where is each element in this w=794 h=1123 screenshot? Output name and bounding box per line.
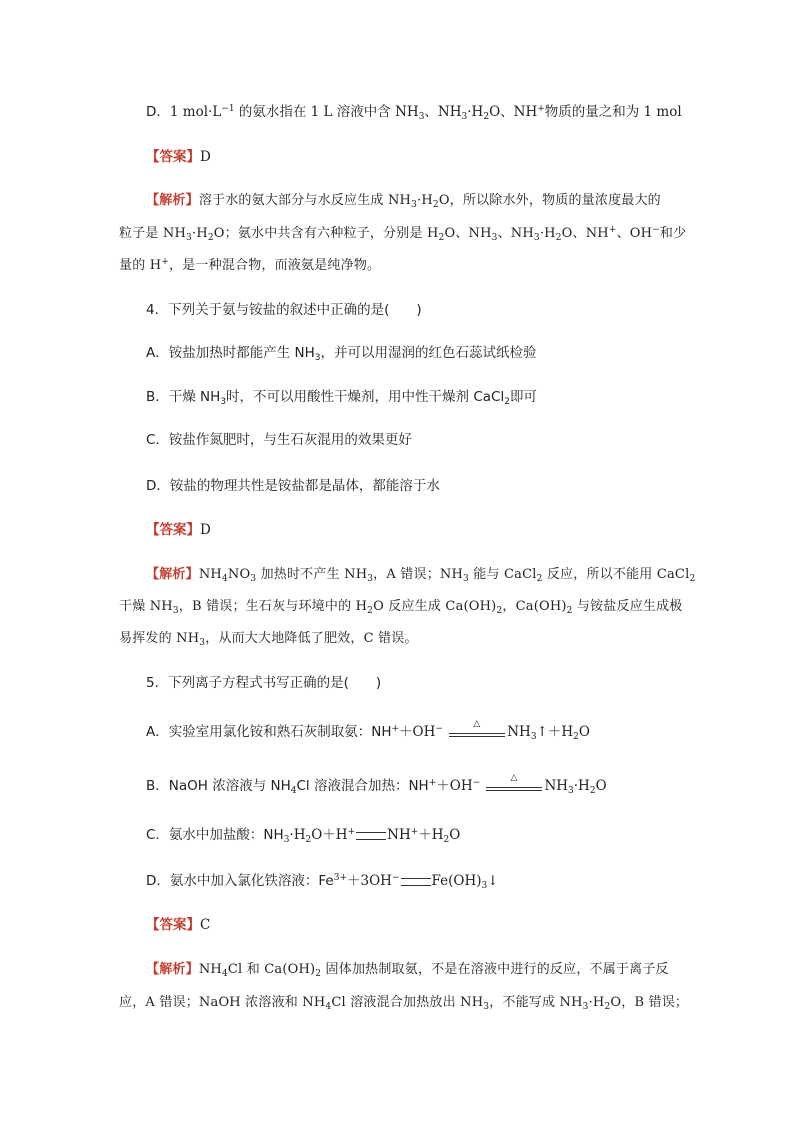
equals-sign — [401, 878, 431, 886]
answer-4: 【答案】D — [146, 522, 211, 538]
explanation-4-line-3: 易挥发的 $NH_3$，从而大大地降低了肥效，C 错误。 — [119, 631, 418, 648]
q3-option-d: D．1 $mol\cdot L^{-1}$ 的氨水指在 1 L 溶液中含 $NH_3$、$NH_3\cdot H_2O$、NH+物质的量之和为 1 mol — [146, 104, 682, 122]
q5-option-a: A．实验室用氯化铵和熟石灰制取氨：NH+＋OH− △ $NH_3↑+H_2O$ — [146, 718, 590, 742]
explanation-3-line-2: 粒子是 $NH_3\cdot H_2O$；氨水中共含有六种粒子，分别是 $H_2O$、$NH_3$、$NH_3\cdot H_2O$、NH+、OH−和少 — [119, 225, 687, 243]
explanation-4-line-2: 干燥 $NH_3$，B 错误；生石灰与环境中的 $H_2O$ 反应生成 $Ca(OH)_2$，$Ca(OH)_2$ 与铵盐反应生成极 — [119, 599, 683, 616]
answer-5: 【答案】C — [146, 917, 211, 933]
explanation-5-line-1: 【解析】$NH_4Cl$ 和 $Ca(OH)_2$ 固体加热制取氨，不是在溶液中进行的反应，不属于离子反 — [146, 962, 669, 979]
equals-sign — [356, 832, 386, 840]
explanation-5-line-2: 应，A 错误；NaOH 浓溶液和 $NH_4Cl$ 溶液混合加热放出 $NH_3$，不能写成 $NH_3\cdot H_2O$，B 错误； — [119, 995, 689, 1012]
q4-option-a: A．铵盐加热时都能产生 $NH_3$，并可以用湿润的红色石蕊试纸检验 — [146, 345, 537, 363]
q5-option-c: C．氨水中加盐酸：$NH_3\cdot H_2O+H^+$ $NH^++H_2O$ — [146, 827, 461, 845]
question-5: 5．下列离子方程式书写正确的是( ) — [146, 675, 382, 691]
heat-equilibrium-sign: △ — [486, 780, 542, 794]
answer-3: 【答案】D — [146, 149, 211, 165]
q5-option-b: B．NaOH 浓溶液与 $NH_4Cl$ 溶液混合加热：NH+＋OH− △ $NH_3\cdot H_2O$ — [146, 772, 607, 796]
explanation-3-line-1: 【解析】溶于水的氨大部分与水反应生成 $NH_3\cdot H_2O$，所以除水外，物质的量浓度最大的 — [146, 193, 661, 210]
explanation-4-line-1: 【解析】$NH_4NO_3$ 加热时不产生 $NH_3$，A 错误；$NH_3$ 能与 CaCl$_2$ 反应，所以不能用 CaCl$_2$ — [146, 567, 696, 584]
q4-option-d: D．铵盐的物理共性是铵盐都是晶体，都能溶于水 — [146, 478, 440, 494]
heat-equilibrium-sign: △ — [449, 726, 505, 740]
question-4: 4．下列关于氨与铵盐的叙述中正确的是( ) — [146, 302, 422, 318]
q4-option-c: C．铵盐作氮肥时，与生石灰混用的效果更好 — [146, 432, 412, 448]
q4-option-b: B．干燥 $NH_3$时，不可以用酸性干燥剂，用中性干燥剂 CaCl$_2$即可 — [146, 389, 537, 407]
explanation-3-line-3: 量的 H+，是一种混合物，而液氨是纯净物。 — [119, 257, 381, 273]
q5-option-d: D．氨水中加入氯化铁溶液：$Fe^{3+}+3OH^-$ $Fe(OH)_3↓$ — [146, 873, 499, 891]
